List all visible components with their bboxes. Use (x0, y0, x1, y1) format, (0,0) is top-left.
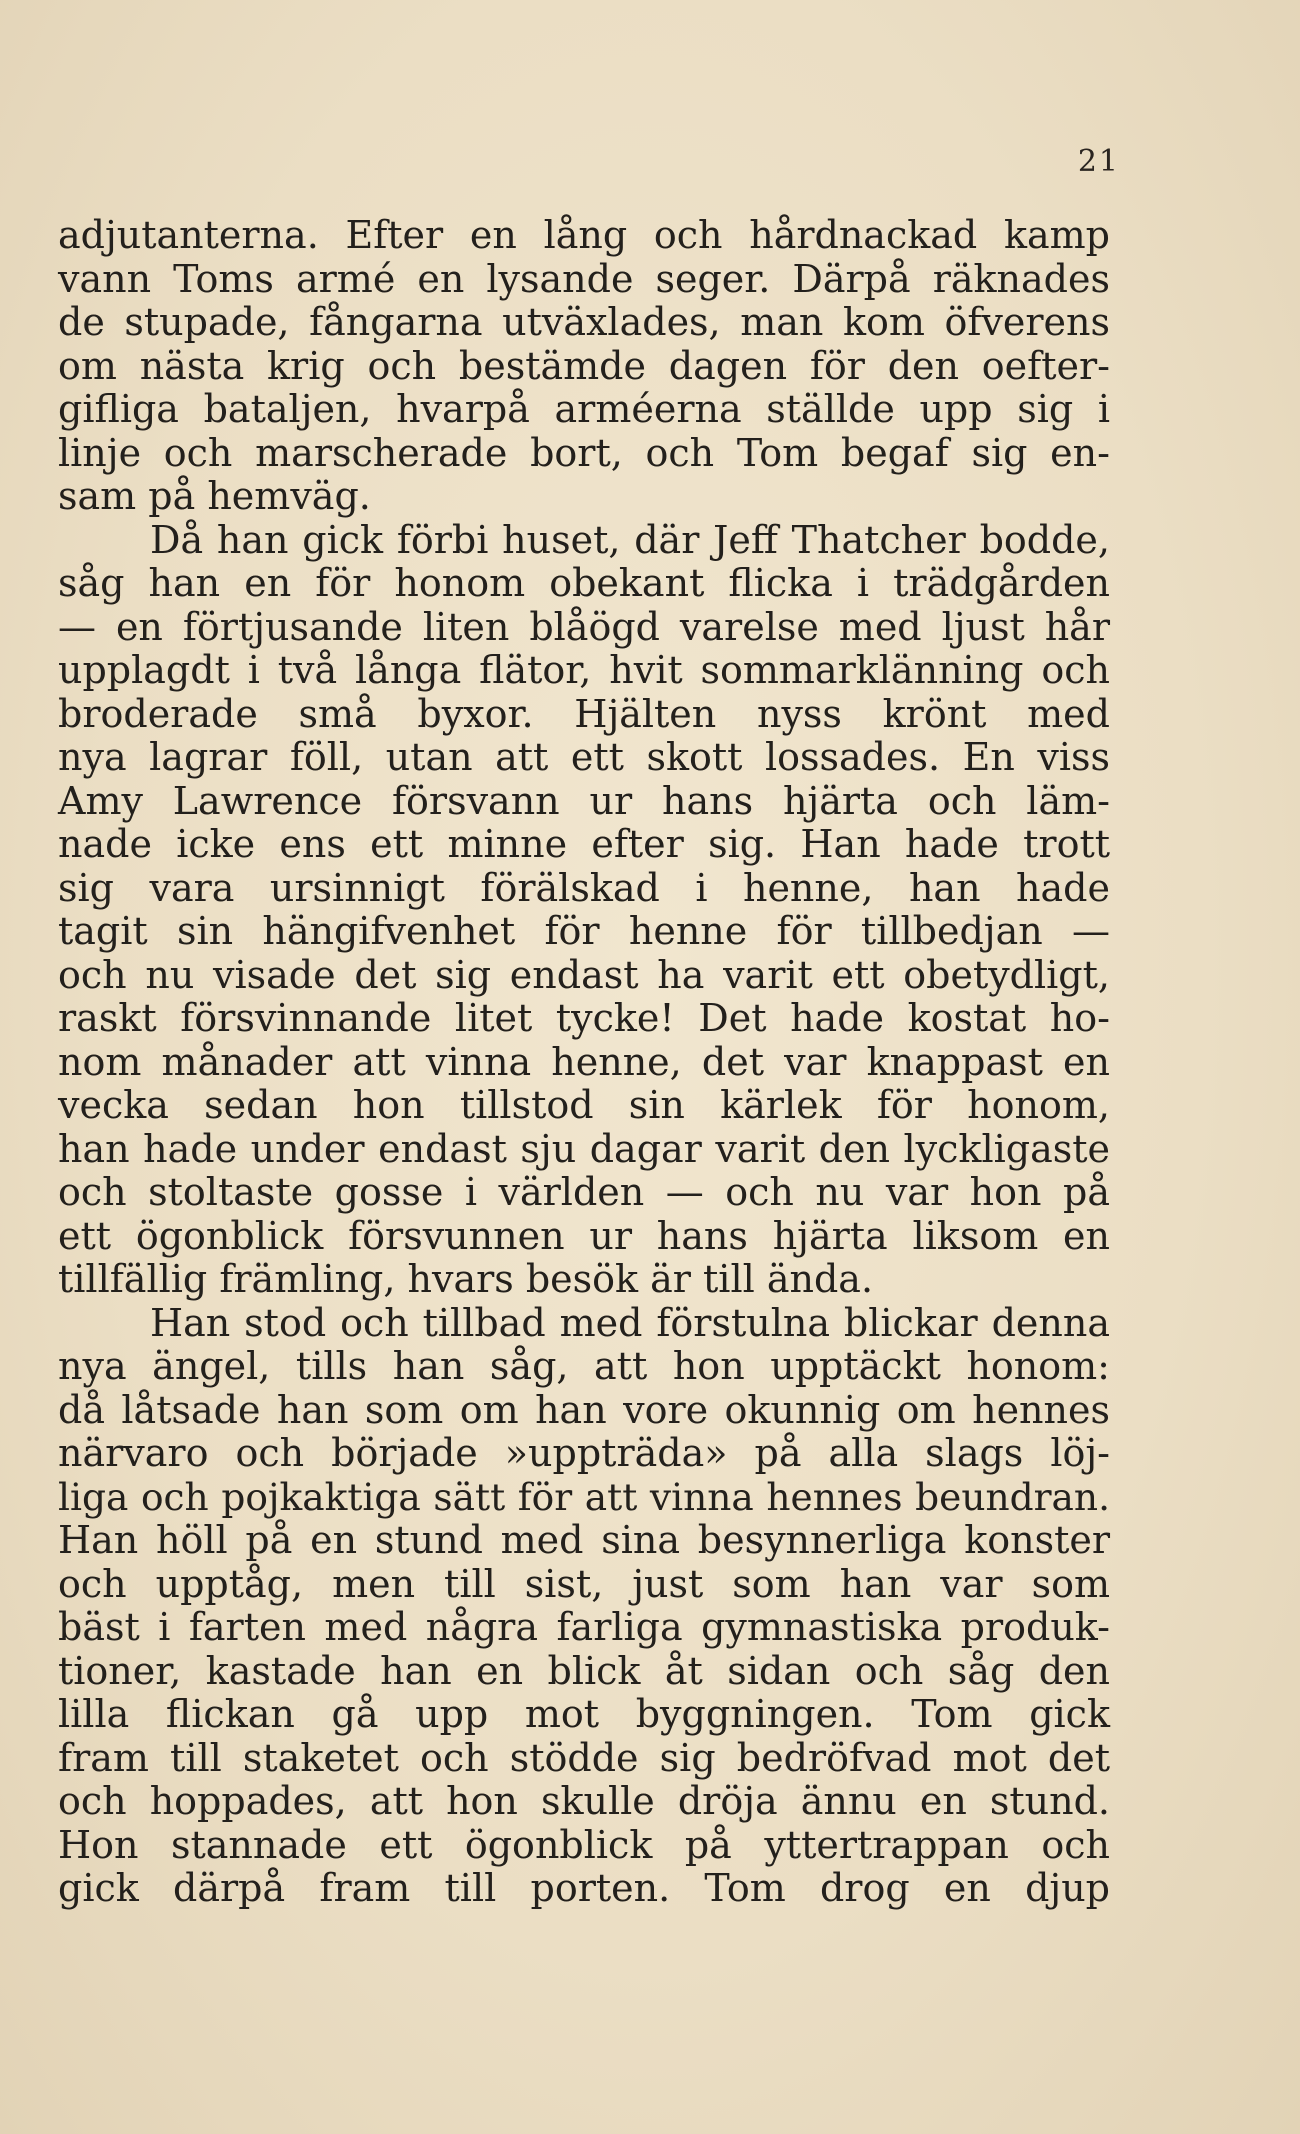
text-line: fram till staketet och stödde sig bedröfvad mot det (58, 1735, 1110, 1780)
text-line: Han höll på en stund med sina besynnerliga konster (58, 1518, 1110, 1562)
text-line: då låtsade han som om han vore okunnig om hennes (58, 1387, 1110, 1432)
text-line: och stoltaste gosse i världen — och nu var hon på (58, 1170, 1110, 1214)
text-line: liga och pojkaktiga sätt för att vinna hennes beundran. (58, 1474, 1110, 1519)
text-line: nade icke ens ett minne efter sig. Han hade trott (58, 822, 1110, 866)
text-line: närvaro och började »uppträda» på alla slags löj- (58, 1431, 1110, 1475)
text-line: raskt försvinnande litet tycke! Det hade kostat ho- (58, 996, 1110, 1040)
text-line: Han stod och tillbad med förstulna blickar denna (150, 1300, 1110, 1345)
text-line: Hon stannade ett ögonblick på yttertrappan och (58, 1822, 1110, 1867)
text-line: nya ängel, tills han såg, att hon upptäckt honom: (58, 1344, 1110, 1388)
text-line: de stupade, fångarna utväxlades, man kom öfverens (58, 300, 1110, 344)
text-line: sig vara ursinnigt förälskad i henne, han hade (58, 865, 1110, 910)
text-line: tillfällig främling, hvars besök är till ända. (58, 1257, 874, 1301)
text-line: gifliga bataljen, hvarpå arméerna ställde upp sig i (58, 387, 1110, 431)
text-line: sam på hemväg. (58, 474, 371, 518)
text-line: och hoppades, att hon skulle dröja ännu en stund. (58, 1779, 1110, 1823)
page-number: 21 (1077, 144, 1120, 179)
text-line: gick därpå fram till porten. Tom drog en djup (58, 1866, 1110, 1910)
text-line: — en förtjusande liten blåögd varelse med ljust hår (58, 604, 1110, 649)
text-line: Då han gick förbi huset, där Jeff Thatcher bodde, (150, 517, 1110, 562)
text-line: och upptåg, men till sist, just som han var som (58, 1561, 1110, 1606)
text-line: tagit sin hängifvenhet för henne för tillbedjan — (58, 909, 1110, 953)
text-line: och nu visade det sig endast ha varit ett obetydligt, (58, 952, 1110, 997)
text-line: nom månader att vinna henne, det var knappast en (58, 1039, 1110, 1084)
text-line: tioner, kastade han en blick åt sidan och såg den (58, 1648, 1110, 1693)
text-line: vann Toms armé en lysande seger. Därpå räknades (58, 256, 1110, 301)
text-line: upplagdt i två långa flätor, hvit sommarklänning och (58, 648, 1110, 692)
text-line: ett ögonblick försvunnen ur hans hjärta liksom en (58, 1213, 1110, 1258)
text-line: Amy Lawrence försvann ur hans hjärta och läm- (58, 778, 1110, 823)
text-line: han hade under endast sju dagar varit den lyckligaste (58, 1126, 1110, 1171)
text-line: lilla flickan gå upp mot byggningen. Tom gick (58, 1692, 1110, 1736)
text-line: om nästa krig och bestämde dagen för den oefter- (58, 343, 1110, 388)
text-line: bäst i farten med några farliga gymnastiska produk- (58, 1605, 1110, 1649)
text-line: adjutanterna. Efter en lång och hårdnackad kamp (58, 213, 1110, 257)
text-line: linje och marscherade bort, och Tom begaf sig en- (58, 430, 1110, 475)
text-line: vecka sedan hon tillstod sin kärlek för honom, (58, 1083, 1110, 1127)
text-line: nya lagrar föll, utan att ett skott lossades. En viss (58, 735, 1110, 779)
body-text (58, 214, 1110, 1911)
text-line: broderade små byxor. Hjälten nyss krönt med (58, 691, 1110, 736)
text-line: såg han en för honom obekant flicka i trädgården (58, 561, 1110, 605)
